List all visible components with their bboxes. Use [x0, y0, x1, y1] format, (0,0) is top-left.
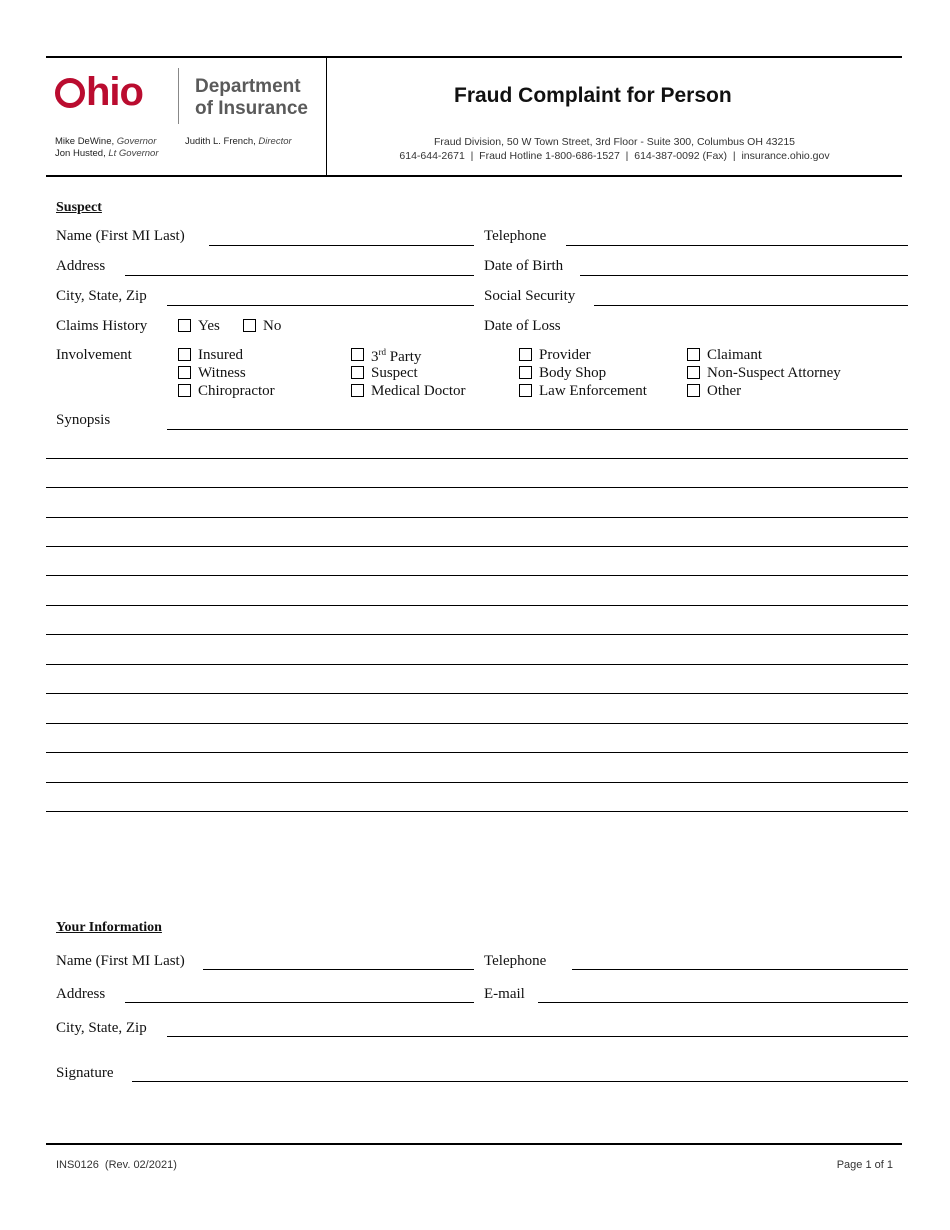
involvement-law-enforcement-label: Law Enforcement	[539, 383, 647, 399]
involvement-other-checkbox[interactable]	[687, 384, 700, 397]
suspect-ssn-field[interactable]	[594, 305, 908, 306]
involvement-other-label: Other	[707, 383, 742, 399]
ohio-logo-text: hio	[86, 70, 143, 114]
your-name-label: Name (First MI Last)	[56, 953, 185, 969]
involvement-witness-label: Witness	[198, 365, 246, 381]
third-party-text: Party	[386, 349, 422, 365]
synopsis-line[interactable]	[46, 723, 908, 724]
your-name-field[interactable]	[203, 969, 474, 970]
synopsis-line[interactable]	[46, 634, 908, 635]
your-address-field[interactable]	[125, 1002, 474, 1003]
suspect-city-label: City, State, Zip	[56, 288, 147, 304]
suspect-telephone-label: Telephone	[484, 228, 547, 244]
form-title: Fraud Complaint for Person	[454, 84, 732, 107]
form-id: INS0126 (Rev. 02/2021)	[56, 1159, 177, 1171]
involvement-chiropractor-label: Chiropractor	[198, 383, 275, 399]
suspect-telephone-field[interactable]	[566, 245, 908, 246]
involvement-medical-doctor-label: Medical Doctor	[371, 383, 466, 399]
signature-field[interactable]	[132, 1081, 908, 1082]
footer-rule	[46, 1143, 902, 1145]
synopsis-line[interactable]	[46, 752, 908, 753]
your-city-field[interactable]	[167, 1036, 908, 1037]
date-of-loss-label: Date of Loss	[484, 318, 561, 334]
signature-label: Signature	[56, 1065, 114, 1081]
your-email-field[interactable]	[538, 1002, 908, 1003]
suspect-dob-field[interactable]	[580, 275, 908, 276]
involvement-insured-label: Insured	[198, 347, 243, 363]
third-party-superscript: rd	[378, 347, 386, 357]
claims-history-label: Claims History	[56, 318, 148, 334]
involvement-chiropractor-checkbox[interactable]	[178, 384, 191, 397]
ohio-logo-o-icon	[55, 78, 85, 108]
involvement-medical-doctor-checkbox[interactable]	[351, 384, 364, 397]
synopsis-line[interactable]	[46, 693, 908, 694]
synopsis-line[interactable]	[46, 575, 908, 576]
logo-divider	[178, 68, 179, 124]
claims-no-checkbox[interactable]	[243, 319, 256, 332]
involvement-suspect-checkbox[interactable]	[351, 366, 364, 379]
your-telephone-label: Telephone	[484, 953, 547, 969]
involvement-suspect-label: Suspect	[371, 365, 418, 381]
suspect-name-label: Name (First MI Last)	[56, 228, 185, 244]
department-name	[195, 76, 308, 120]
involvement-provider-checkbox[interactable]	[519, 348, 532, 361]
director-title: Director	[258, 136, 292, 147]
header-top-rule	[46, 56, 902, 58]
officials-left: Mike DeWine, Governor Jon Husted, Lt Governor	[55, 136, 159, 159]
claims-yes-checkbox[interactable]	[178, 319, 191, 332]
director-name: Judith L. French	[185, 136, 254, 147]
involvement-label: Involvement	[56, 347, 132, 363]
governor-title: Governor	[116, 136, 157, 147]
synopsis-line[interactable]	[46, 664, 908, 665]
your-address-label: Address	[56, 986, 106, 1002]
synopsis-line[interactable]	[46, 605, 908, 606]
third-party-number: 3	[371, 349, 379, 365]
involvement-claimant-label: Claimant	[707, 347, 762, 363]
page-number: Page 1 of 1	[836, 1159, 893, 1171]
claims-yes-label: Yes	[198, 318, 220, 334]
synopsis-line[interactable]	[46, 782, 908, 783]
involvement-witness-checkbox[interactable]	[178, 366, 191, 379]
director: Judith L. French, Director	[185, 136, 292, 147]
suspect-address-label: Address	[56, 258, 106, 274]
involvement-body-shop-label: Body Shop	[539, 365, 607, 381]
division-contact: 614-644-2671 | Fraud Hotline 1-800-686-1527 | 614-387-0092 (Fax) | insurance.ohio.gov	[399, 150, 830, 162]
involvement-non-suspect-attorney-label: Non-Suspect Attorney	[707, 365, 841, 381]
involvement-insured-checkbox[interactable]	[178, 348, 191, 361]
division-address: Fraud Division, 50 W Town Street, 3rd Floor - Suite 300, Columbus OH 43215	[433, 136, 796, 148]
synopsis-line[interactable]	[46, 811, 908, 812]
your-email-label: E-mail	[484, 986, 525, 1002]
department-line-1: Department	[195, 76, 301, 97]
governor-name: Mike DeWine	[55, 136, 112, 147]
synopsis-line[interactable]	[46, 487, 908, 488]
involvement-third-party-label	[371, 347, 421, 366]
suspect-address-field[interactable]	[125, 275, 474, 276]
synopsis-line[interactable]	[46, 546, 908, 547]
suspect-ssn-label: Social Security	[484, 288, 576, 304]
involvement-law-enforcement-checkbox[interactable]	[519, 384, 532, 397]
synopsis-label: Synopsis	[56, 412, 111, 428]
suspect-city-field[interactable]	[167, 305, 474, 306]
synopsis-line[interactable]	[46, 517, 908, 518]
header-bottom-rule	[46, 175, 902, 177]
your-info-heading: Your Information	[56, 920, 162, 935]
involvement-non-suspect-attorney-checkbox[interactable]	[687, 366, 700, 379]
lt-governor-name: Jon Husted	[55, 148, 104, 159]
suspect-dob-label: Date of Birth	[484, 258, 564, 274]
synopsis-line-first[interactable]	[167, 429, 908, 430]
involvement-claimant-checkbox[interactable]	[687, 348, 700, 361]
involvement-body-shop-checkbox[interactable]	[519, 366, 532, 379]
your-telephone-field[interactable]	[572, 969, 908, 970]
claims-no-label: No	[263, 318, 282, 334]
suspect-heading: Suspect	[56, 200, 102, 215]
synopsis-line[interactable]	[46, 458, 908, 459]
suspect-name-field[interactable]	[209, 245, 474, 246]
lt-governor-title: Lt Governor	[108, 148, 159, 159]
your-city-label: City, State, Zip	[56, 1020, 147, 1036]
department-line-2: of Insurance	[195, 98, 308, 119]
involvement-third-party-checkbox[interactable]	[351, 348, 364, 361]
involvement-provider-label: Provider	[539, 347, 591, 363]
